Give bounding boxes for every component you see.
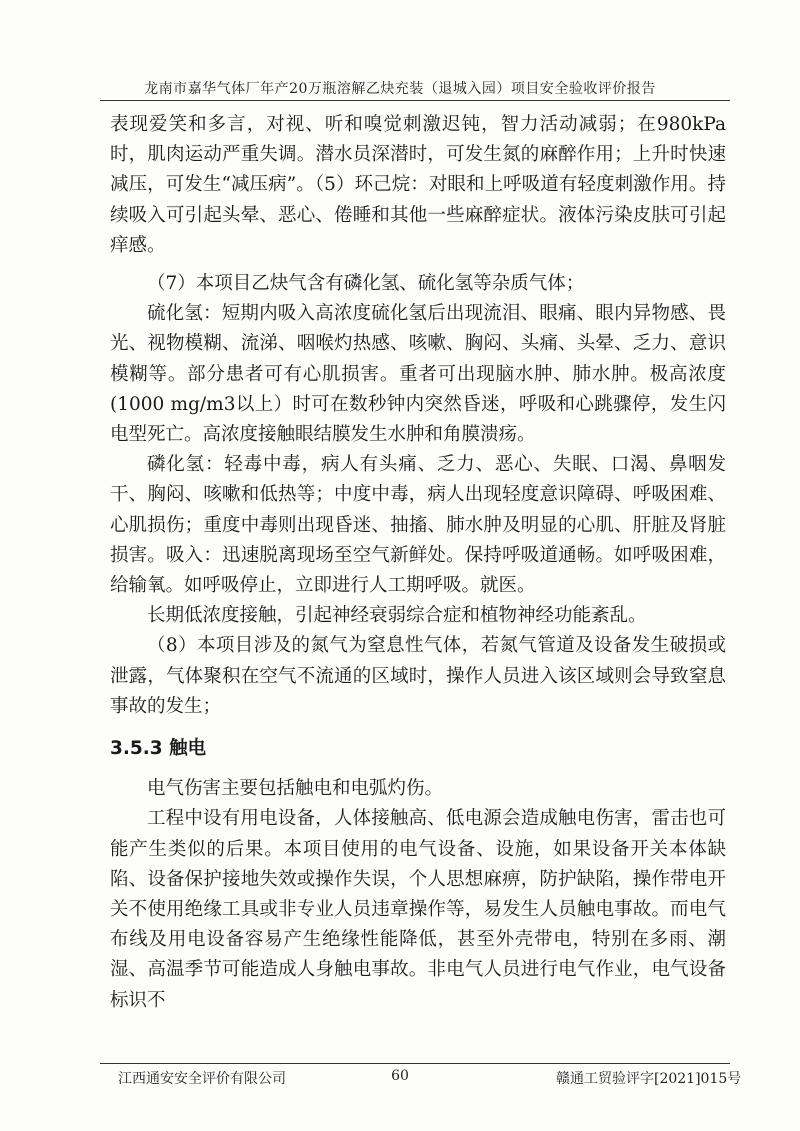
footer-company: 江西通安安全评价有限公司 xyxy=(118,1071,286,1087)
paragraph-long-term-exposure: 长期低浓度接触，引起神经衰弱综合症和植物神经功能紊乱。 xyxy=(147,605,647,627)
footer-divider xyxy=(100,1063,730,1064)
paragraph-hydrogen-sulfide: 硫化氢：短期内吸入高浓度硫化氢后出现流泪、眼痛、眼内异物感、畏光、视物模糊、流涕、咽喉灼热感、咳嗽、胸闷、头痛、头晕、乏力、意识模糊等。部分患者可有心肌损害。重者可出现脑水肿、肺水肿。极高浓度(1000 mg/m3以上）时可在数秒钟内突然昏迷，呼吸和心跳骤停，发生闪电型死亡。高浓度接触眼结膜发生水肿和角膜溃疡。 xyxy=(110,303,726,446)
document-body xyxy=(110,110,726,1016)
footer-page-number: 60 xyxy=(391,1068,409,1084)
paragraph-item-7: （7）本项目乙炔气含有磷化氢、硫化氢等杂质气体； xyxy=(147,273,585,295)
paragraph-electric-equipment: 工程中设有用电设备，人体接触高、低电源会造成触电伤害，雷击也可能产生类似的后果。本项目使用的电气设备、设施，如果设备开关本体缺陷、设备保护接地失效或操作失误，个人思想麻痹，防护缺陷，操作带电开关不使用绝缘工具或非专业人员违章操作等，易发生人员触电事故。而电气布线及用电设备容易产生绝缘性能降低，甚至外壳带电，特别在多雨、潮湿、高温季节可能造成人身触电事故。非电气人员进行电气作业，电气设备标识不 xyxy=(110,808,726,1011)
paragraph-electric-injury: 电气伤害主要包括触电和电弧灼伤。 xyxy=(147,778,444,800)
footer-doc-number: 赣通工贸验评字[2021]015号 xyxy=(556,1071,742,1087)
page-header-title: 龙南市嘉华气体厂年产20万瓶溶解乙炔充装（退城入园）项目安全验收评价报告 xyxy=(144,81,656,97)
section-heading: 3.5.3 触电 xyxy=(110,738,207,760)
paragraph-continued: 表现爱笑和多言，对视、听和嗅觉刺激迟钝，智力活动减弱；在980kPa时，肌肉运动严重失调。潜水员深潜时，可发生氮的麻醉作用；上升时快速减压，可发生“减压病”。（5）环己烷：对眼和上呼吸道有轻度刺激作用。持续吸入可引起头晕、恶心、倦睡和其他一些麻醉症状。液体污染皮肤可引起痒感。 xyxy=(110,114,726,256)
paragraph-phosphine: 磷化氢：轻毒中毒，病人有头痛、乏力、恶心、失眠、口渴、鼻咽发干、胸闷、咳嗽和低热等；中度中毒，病人出现轻度意识障碍、呼吸困难、心肌损伤；重度中毒则出现昏迷、抽搐、肺水肿及明显的心肌、肝脏及肾脏损害。吸入：迅速脱离现场至空气新鲜处。保持呼吸道通畅。如呼吸困难，给输氧。如呼吸停止，立即进行人工期呼吸。就医。 xyxy=(110,454,726,597)
paragraph-gap xyxy=(110,261,726,269)
header-divider xyxy=(100,100,730,101)
paragraph-item-8: （8）本项目涉及的氮气为窒息性气体，若氮气管道及设备发生破损或泄露，气体聚积在空气不流通的区域时，操作人员进入该区域则会导致窒息事故的发生； xyxy=(110,635,726,717)
